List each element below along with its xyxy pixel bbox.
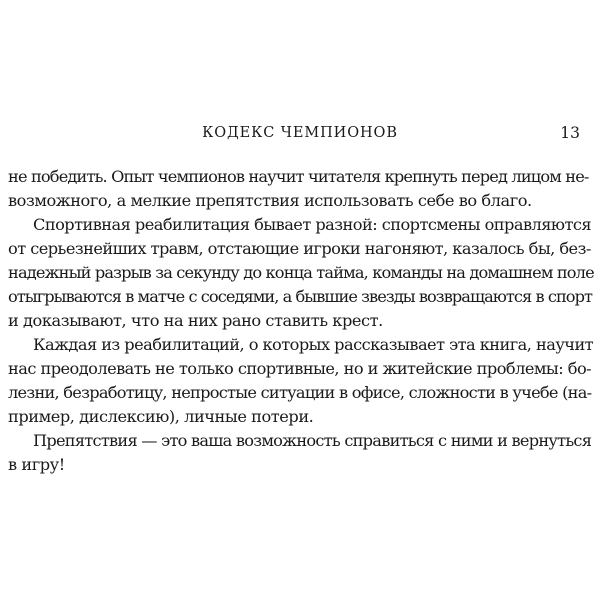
text-line: от серьезнейших травм, отстающие игроки нагоняют, казалось бы, без- <box>8 239 591 258</box>
text-line: лезни, безработицу, непростые ситуации в офисе, сложности в учебе (на- <box>8 383 592 402</box>
text-line: в игру! <box>8 455 65 474</box>
text-line: Препятствия — это ваша возможность справиться с ними и вернуться <box>33 431 592 450</box>
text-line: надежный разрыв за секунду до конца тайма, команды на домашнем поле <box>8 263 594 282</box>
text-line: Каждая из реабилитаций, о которых рассказывает эта книга, научит <box>33 335 594 354</box>
text-line: нас преодолевать не только спортивные, но и житейские проблемы: бо- <box>8 359 592 378</box>
text-line: возможного, а мелкие препятствия использовать себе во благо. <box>8 191 532 210</box>
text-line: Спортивная реабилитация бывает разной: спортсмены оправляются <box>33 215 592 234</box>
running-head <box>20 121 580 145</box>
page-number: 13 <box>560 124 580 142</box>
text-line: и доказывают, что на них рано ставить крест. <box>8 311 383 330</box>
running-title: КОДЕКС ЧЕМПИОНОВ <box>202 125 398 141</box>
text-line: пример, дислексию), личные потери. <box>8 407 314 426</box>
text-line: отыгрываются в матче с соседями, а бывшие звезды возвращаются в спорт <box>8 287 593 306</box>
text-line: не победить. Опыт чемпионов научит читателя крепнуть перед лицом не- <box>8 167 589 186</box>
